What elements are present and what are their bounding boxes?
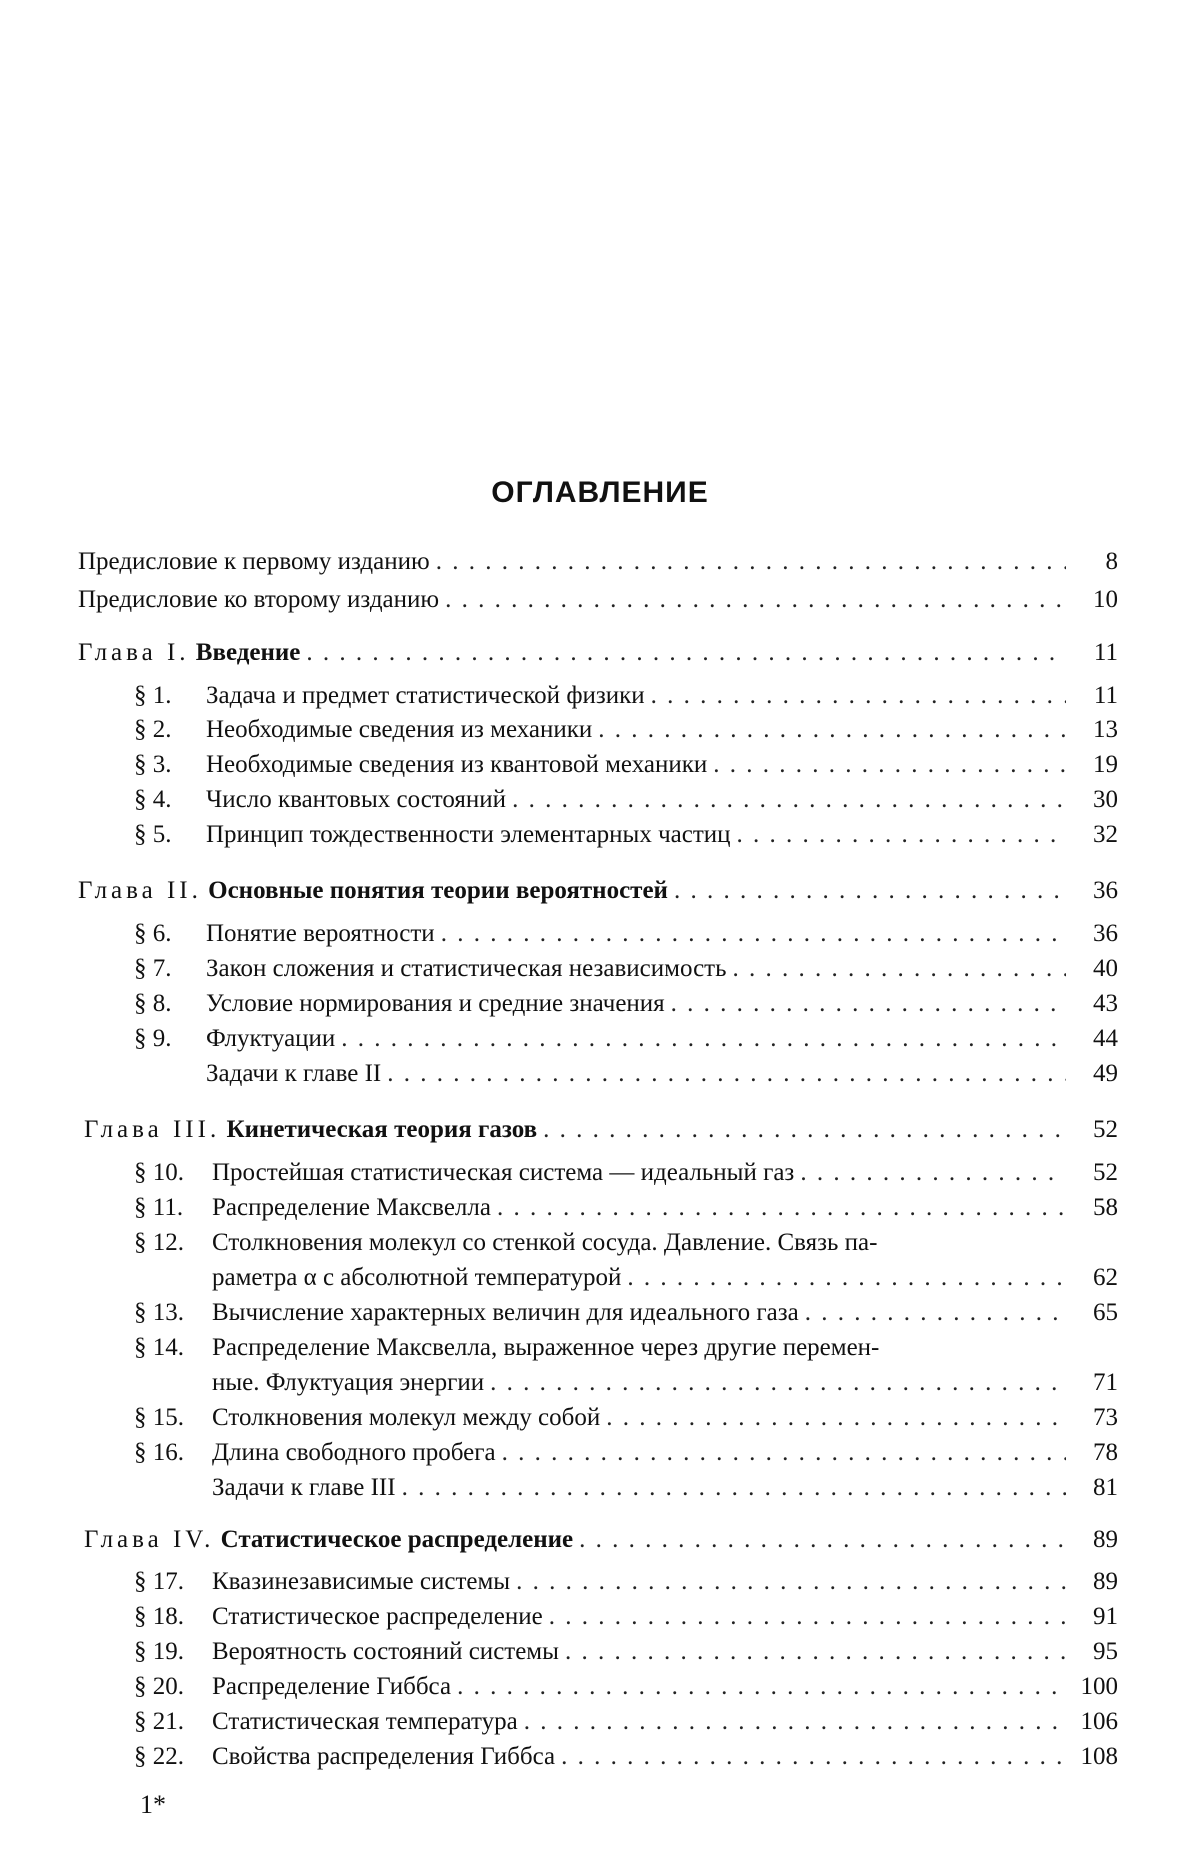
toc-section[interactable] bbox=[134, 1566, 1118, 1598]
page-number: 43 bbox=[1093, 990, 1118, 1017]
dot-leader bbox=[805, 1297, 1066, 1329]
section-number: § 5. bbox=[134, 821, 172, 848]
section-label: Столкновения молекул между собой bbox=[212, 1404, 601, 1431]
dot-leader bbox=[737, 819, 1066, 851]
page-number: 71 bbox=[1093, 1369, 1118, 1396]
section-label: Статистическая температура bbox=[212, 1708, 518, 1735]
toc-section[interactable] bbox=[134, 1402, 1118, 1434]
dot-leader bbox=[402, 1472, 1066, 1504]
page-title: ОГЛАВЛЕНИЕ bbox=[491, 476, 709, 509]
section-label: Распределение Гиббса bbox=[212, 1673, 452, 1700]
dot-leader bbox=[543, 1114, 1066, 1146]
toc-section[interactable] bbox=[134, 819, 1118, 851]
page-number: 95 bbox=[1093, 1638, 1118, 1665]
page-number: 108 bbox=[1080, 1743, 1118, 1770]
page-number: 30 bbox=[1093, 786, 1118, 813]
page-number: 52 bbox=[1093, 1116, 1118, 1143]
chapter-prefix: Глава I. bbox=[78, 639, 190, 666]
section-number: § 18. bbox=[134, 1603, 184, 1630]
page-number: 106 bbox=[1080, 1708, 1118, 1735]
section-number: § 1. bbox=[134, 682, 172, 709]
page-number: 52 bbox=[1093, 1159, 1118, 1186]
section-number: § 9. bbox=[134, 1025, 172, 1052]
dot-leader bbox=[565, 1636, 1066, 1668]
dot-leader bbox=[512, 784, 1066, 816]
dot-leader bbox=[651, 680, 1066, 712]
dot-leader bbox=[524, 1706, 1066, 1738]
page-number: 36 bbox=[1093, 877, 1118, 904]
section-label: Необходимые сведения из механики bbox=[206, 716, 593, 743]
toc-section[interactable] bbox=[134, 749, 1118, 781]
section-number: § 20. bbox=[134, 1673, 184, 1700]
toc-section[interactable] bbox=[134, 1601, 1118, 1633]
section-number: § 15. bbox=[134, 1404, 184, 1431]
toc-chapter-1[interactable] bbox=[78, 637, 1118, 669]
page-number: 78 bbox=[1093, 1439, 1118, 1466]
section-number: § 7. bbox=[134, 955, 172, 982]
entry-label: Предисловие к первому изданию bbox=[78, 548, 430, 575]
section-number: § 2. bbox=[134, 716, 172, 743]
section-label: Число квантовых состояний bbox=[206, 786, 507, 813]
chapter-title: Основные понятия теории вероятностей bbox=[208, 877, 668, 904]
section-label: Вероятность состояний системы bbox=[212, 1638, 559, 1665]
section-number: § 16. bbox=[134, 1439, 184, 1466]
toc-section[interactable] bbox=[134, 1741, 1118, 1773]
dot-leader bbox=[713, 749, 1066, 781]
dot-leader bbox=[490, 1367, 1066, 1399]
section-label-line1: Столкновения молекул со стенкой сосуда. Давление. Связь па- bbox=[212, 1229, 878, 1256]
section-label: ные. Флуктуация энергии bbox=[212, 1369, 485, 1396]
toc-section-line2[interactable] bbox=[212, 1262, 1118, 1294]
section-label: Задачи к главе III bbox=[212, 1474, 396, 1501]
page-number: 19 bbox=[1093, 751, 1118, 778]
chapter-title: Введение bbox=[195, 639, 301, 666]
chapter-title: Кинетическая теория газов bbox=[226, 1116, 538, 1143]
section-label-line1: Распределение Максвелла, выраженное через другие перемен- bbox=[212, 1334, 880, 1361]
toc-section[interactable] bbox=[134, 1192, 1118, 1224]
section-number: § 11. bbox=[134, 1194, 184, 1221]
page-number: 40 bbox=[1093, 955, 1118, 982]
toc-section[interactable] bbox=[134, 1636, 1118, 1668]
page-number: 8 bbox=[1105, 548, 1118, 575]
page-number: 73 bbox=[1093, 1404, 1118, 1431]
dot-leader bbox=[502, 1437, 1066, 1469]
toc-section[interactable] bbox=[134, 784, 1118, 816]
dot-leader bbox=[606, 1402, 1066, 1434]
chapter-prefix: Глава II. bbox=[78, 877, 202, 904]
page-number: 11 bbox=[1093, 682, 1118, 709]
section-label: Закон сложения и статистическая независимость bbox=[206, 955, 727, 982]
dot-leader bbox=[674, 875, 1066, 907]
dot-leader bbox=[671, 988, 1066, 1020]
page-number: 10 bbox=[1093, 586, 1118, 613]
section-number: § 19. bbox=[134, 1638, 184, 1665]
section-number: § 13. bbox=[134, 1299, 184, 1326]
section-number: § 12. bbox=[134, 1229, 184, 1256]
section-number: § 3. bbox=[134, 751, 172, 778]
page-number: 49 bbox=[1093, 1060, 1118, 1087]
section-number: § 14. bbox=[134, 1334, 184, 1361]
dot-leader bbox=[341, 1023, 1066, 1055]
dot-leader bbox=[436, 546, 1066, 578]
dot-leader bbox=[579, 1524, 1066, 1556]
section-label: раметра α с абсолютной температурой bbox=[212, 1264, 622, 1291]
section-label: Необходимые сведения из квантовой механики bbox=[206, 751, 708, 778]
toc-section-line1[interactable] bbox=[134, 1332, 879, 1364]
toc-chapter-3[interactable] bbox=[84, 1114, 1118, 1146]
section-label: Свойства распределения Гиббса bbox=[212, 1743, 556, 1770]
toc-section-line2[interactable] bbox=[212, 1367, 1118, 1399]
toc-chapter-2[interactable] bbox=[78, 875, 1118, 907]
section-label: Задача и предмет статистической физики bbox=[206, 682, 645, 709]
section-label: Принцип тождественности элементарных частиц bbox=[206, 821, 731, 848]
toc-section[interactable] bbox=[134, 1058, 1118, 1090]
dot-leader bbox=[800, 1157, 1066, 1189]
toc-section[interactable] bbox=[134, 1472, 1118, 1504]
dot-leader bbox=[627, 1262, 1066, 1294]
page-number: 32 bbox=[1093, 821, 1118, 848]
section-number: § 22. bbox=[134, 1743, 184, 1770]
toc-section[interactable] bbox=[134, 1437, 1118, 1469]
section-label: Простейшая статистическая система — идеальный газ bbox=[212, 1159, 795, 1186]
section-number: § 8. bbox=[134, 990, 172, 1017]
dot-leader bbox=[561, 1741, 1066, 1773]
dot-leader bbox=[497, 1192, 1066, 1224]
toc-section[interactable] bbox=[134, 680, 1118, 712]
dot-leader bbox=[549, 1601, 1066, 1633]
section-label: Вычисление характерных величин для идеального газа bbox=[212, 1299, 799, 1326]
toc-section[interactable] bbox=[134, 988, 1118, 1020]
section-label: Задачи к главе II bbox=[206, 1060, 382, 1087]
chapter-prefix: Глава IV. bbox=[84, 1526, 215, 1553]
chapter-prefix: Глава III. bbox=[84, 1116, 221, 1143]
section-label: Понятие вероятности bbox=[206, 920, 435, 947]
section-label: Условие нормирования и средние значения bbox=[206, 990, 665, 1017]
page-number: 13 bbox=[1093, 716, 1118, 743]
toc-section-line1[interactable] bbox=[134, 1227, 877, 1259]
toc-section[interactable] bbox=[134, 1023, 1118, 1055]
section-number: § 4. bbox=[134, 786, 172, 813]
section-number: § 21. bbox=[134, 1708, 184, 1735]
toc-section[interactable] bbox=[134, 953, 1118, 985]
dot-leader bbox=[733, 953, 1066, 985]
dot-leader bbox=[306, 637, 1066, 669]
toc-section[interactable] bbox=[134, 1706, 1118, 1738]
dot-leader bbox=[457, 1671, 1066, 1703]
toc-section[interactable] bbox=[134, 918, 1118, 950]
section-label: Флуктуации bbox=[206, 1025, 336, 1052]
toc-section[interactable] bbox=[134, 714, 1118, 746]
toc-section[interactable] bbox=[134, 1671, 1118, 1703]
page-number: 91 bbox=[1093, 1603, 1118, 1630]
dot-leader bbox=[445, 584, 1066, 616]
page-number: 62 bbox=[1093, 1264, 1118, 1291]
section-number: § 17. bbox=[134, 1568, 184, 1595]
page-number: 100 bbox=[1080, 1673, 1118, 1700]
signature-mark: 1* bbox=[140, 1790, 166, 1819]
toc-chapter-4[interactable] bbox=[84, 1524, 1118, 1556]
dot-leader bbox=[441, 918, 1066, 950]
section-label: Квазинезависимые системы bbox=[212, 1568, 511, 1595]
toc-entry-preface-1[interactable] bbox=[78, 546, 1118, 578]
section-label: Длина свободного пробега bbox=[212, 1439, 496, 1466]
chapter-title: Статистическое распределение bbox=[220, 1526, 574, 1553]
toc-section[interactable] bbox=[134, 1157, 1118, 1189]
section-number: § 6. bbox=[134, 920, 172, 947]
page-number: 89 bbox=[1093, 1526, 1118, 1553]
section-label: Распределение Максвелла bbox=[212, 1194, 491, 1221]
dot-leader bbox=[387, 1058, 1066, 1090]
toc-entry-preface-2[interactable] bbox=[78, 584, 1118, 616]
entry-label: Предисловие ко второму изданию bbox=[78, 586, 440, 613]
dot-leader bbox=[598, 714, 1066, 746]
page-number: 89 bbox=[1093, 1568, 1118, 1595]
page-number: 36 bbox=[1093, 920, 1118, 947]
page-number: 81 bbox=[1093, 1474, 1118, 1501]
dot-leader bbox=[516, 1566, 1066, 1598]
page-number: 65 bbox=[1093, 1299, 1118, 1326]
page-number: 58 bbox=[1093, 1194, 1118, 1221]
toc-section[interactable] bbox=[134, 1297, 1118, 1329]
page-number: 11 bbox=[1093, 639, 1118, 666]
section-label: Статистическое распределение bbox=[212, 1603, 543, 1630]
section-number: § 10. bbox=[134, 1159, 184, 1186]
page-number: 44 bbox=[1093, 1025, 1118, 1052]
